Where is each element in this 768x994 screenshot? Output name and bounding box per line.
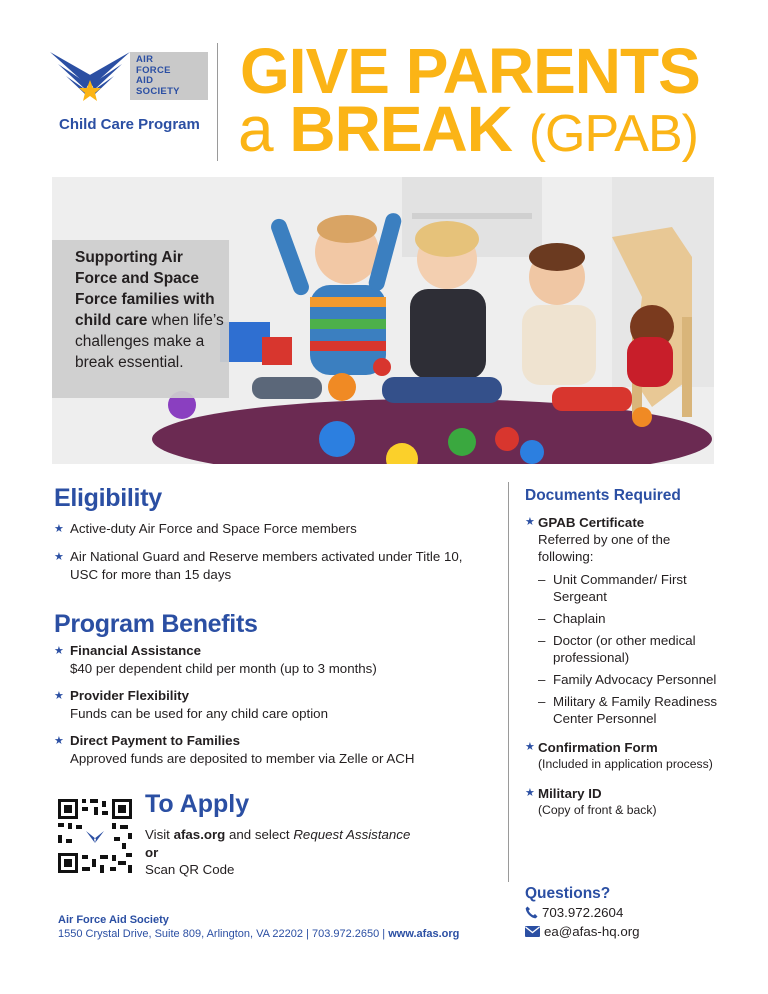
phone-icon bbox=[525, 906, 538, 919]
apply-site-link[interactable]: afas.org bbox=[173, 827, 226, 842]
star-bullet-icon: ★ bbox=[54, 735, 64, 747]
confirmation-form-block bbox=[525, 739, 725, 773]
envelope-icon bbox=[525, 926, 540, 937]
doc-title: ★ Confirmation Form bbox=[525, 740, 658, 755]
afas-logo bbox=[48, 46, 208, 104]
doc-description: (Copy of front & back) bbox=[538, 802, 657, 817]
list-item: ★ Air National Guard and Reserve members activated under Title 10, USC for more than 15 days bbox=[54, 549, 463, 582]
scan-text: Scan QR Code bbox=[145, 862, 235, 877]
footer-organization: Air Force Aid Society bbox=[58, 914, 169, 926]
military-id-block bbox=[525, 785, 725, 819]
doc-title: ★ GPAB Certificate bbox=[525, 515, 645, 530]
documents-list bbox=[525, 514, 725, 830]
list-item bbox=[54, 642, 494, 678]
hero-photo bbox=[52, 177, 714, 464]
list-item: – Military & Family Readiness Center Personnel bbox=[538, 693, 725, 727]
title-word-break: BREAK bbox=[289, 93, 512, 165]
list-item: – Unit Commander/ First Sergeant bbox=[538, 571, 725, 605]
doc-description: Referred by one of the following: bbox=[538, 532, 671, 564]
logo-line-2: FORCE bbox=[136, 64, 171, 76]
list-item bbox=[54, 732, 494, 768]
questions-heading: Questions? bbox=[525, 885, 611, 902]
benefit-description: Approved funds are deposited to member via Zelle or ACH bbox=[70, 751, 415, 766]
star-bullet-icon: ★ bbox=[525, 786, 535, 799]
referrer-list bbox=[525, 571, 725, 727]
eligibility-heading: Eligibility bbox=[54, 484, 162, 512]
logo-line-4: SOCIETY bbox=[136, 85, 180, 97]
benefit-description: Funds can be used for any child care option bbox=[70, 706, 328, 721]
list-item: ★ Active-duty Air Force and Space Force members bbox=[54, 521, 357, 536]
title-abbreviation: (GPAB) bbox=[528, 105, 698, 163]
to-apply-heading: To Apply bbox=[145, 790, 250, 818]
header-divider bbox=[217, 43, 218, 161]
apply-instructions bbox=[145, 826, 410, 879]
phone-number[interactable]: 703.972.2604 bbox=[542, 905, 624, 920]
list-item: – Chaplain bbox=[538, 610, 725, 627]
star-bullet-icon: ★ bbox=[525, 516, 535, 528]
documents-required-heading: Documents Required bbox=[525, 487, 681, 504]
column-divider bbox=[508, 482, 509, 882]
list-item: – Doctor (or other medical professional) bbox=[538, 632, 725, 666]
logo-line-3: AID bbox=[136, 75, 154, 86]
request-assistance-text: Request Assistance bbox=[293, 827, 411, 842]
benefit-title: Provider Flexibility bbox=[70, 688, 189, 703]
title-word-a: a bbox=[238, 93, 273, 165]
benefit-description: $40 per dependent child per month (up to 3 months) bbox=[70, 661, 377, 676]
doc-description: (Included in application process) bbox=[538, 757, 713, 771]
program-name: Child Care Program bbox=[59, 116, 200, 133]
benefit-title: Financial Assistance bbox=[70, 643, 202, 658]
benefit-title: Direct Payment to Families bbox=[70, 733, 240, 748]
star-bullet-icon: ★ bbox=[54, 523, 64, 535]
star-bullet-icon: ★ bbox=[525, 741, 535, 753]
program-benefits-heading: Program Benefits bbox=[54, 610, 258, 638]
star-bullet-icon: ★ bbox=[54, 690, 64, 702]
page-title-line-2 bbox=[238, 93, 698, 167]
eligibility-list bbox=[54, 520, 494, 594]
logo-wordmark bbox=[130, 52, 208, 100]
or-text: or bbox=[145, 844, 159, 860]
star-bullet-icon: ★ bbox=[54, 551, 64, 563]
visit-line: Visit afas.org and select Request Assistance bbox=[145, 827, 411, 842]
gpab-certificate-block bbox=[525, 514, 725, 727]
tagline: Supporting Air Force and Space Force families with child care when life’s challenges make a break essential. bbox=[75, 249, 224, 371]
footer-address: 1550 Crystal Drive, Suite 809, Arlington, VA 22202 | 703.972.2650 | www.afas.org bbox=[58, 928, 460, 940]
benefits-list bbox=[54, 642, 494, 777]
list-item bbox=[54, 687, 494, 723]
star-bullet-icon: ★ bbox=[54, 645, 64, 657]
email-address[interactable]: ea@afas-hq.org bbox=[544, 924, 640, 939]
email-contact[interactable] bbox=[525, 924, 640, 939]
list-item: – Family Advocacy Personnel bbox=[538, 671, 725, 688]
page-title-line-1: GIVE PARENTS bbox=[240, 35, 700, 107]
qr-code-icon[interactable] bbox=[56, 797, 134, 875]
phone-contact[interactable] bbox=[525, 905, 623, 920]
doc-title: ★ Military ID bbox=[525, 785, 602, 801]
wing-star-logo-icon bbox=[48, 46, 132, 104]
logo-line-1: AIR bbox=[136, 54, 154, 65]
footer-site-link[interactable]: www.afas.org bbox=[388, 928, 460, 940]
tagline-panel bbox=[52, 240, 229, 398]
